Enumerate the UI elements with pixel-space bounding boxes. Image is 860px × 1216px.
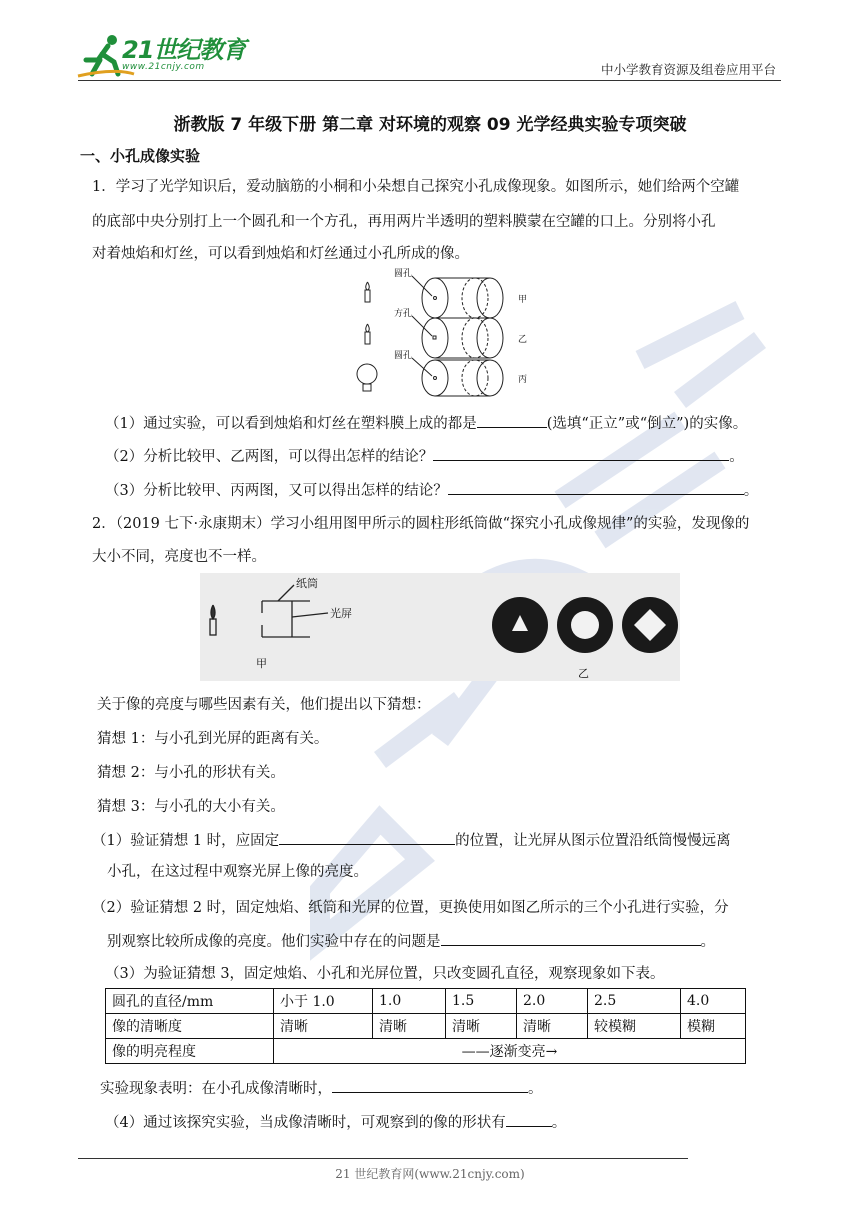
table-cell: 1.0 xyxy=(373,989,446,1014)
table-cell: 2.0 xyxy=(517,989,588,1014)
q1-line2: 的底部中央分别打上一个圆孔和一个方孔，再用两片半透明的塑料膜蒙在空罐的口上。分别将小孔 xyxy=(92,214,716,230)
q1-sub2-text: （2）分析比较甲、乙两图，可以得出怎样的结论？ xyxy=(105,449,434,465)
q1-sub3-period: 。 xyxy=(743,483,759,499)
fig1-label-jia: 甲 xyxy=(518,295,528,305)
table-cell: 清晰 xyxy=(373,1014,446,1039)
q2-guess-intro: 关于像的亮度与哪些因素有关，他们提出以下猜想： xyxy=(97,697,431,713)
q2-sub2-line1: （2）验证猜想 2 时，固定烛焰、纸筒和光屏的位置，更换使用如图乙所示的三个小孔进行实验，分 xyxy=(92,900,729,916)
table-cell: 1.5 xyxy=(446,989,517,1014)
q1-answer-blank-3[interactable] xyxy=(448,480,744,495)
q2-sub4 xyxy=(105,1111,566,1132)
fig1-label-yi: 乙 xyxy=(518,335,528,345)
table-row xyxy=(106,989,746,1014)
q2-sub4-period: 。 xyxy=(551,1115,567,1131)
table-cell: 4.0 xyxy=(681,989,746,1014)
table-cell: 清晰 xyxy=(446,1014,517,1039)
footer-divider xyxy=(78,1158,688,1159)
fig1-label-hole2: 方孔 xyxy=(394,309,413,319)
q2-line2: 大小不同，亮度也不一样。 xyxy=(92,549,266,565)
table-cell: 清晰 xyxy=(274,1014,373,1039)
fig2-label-tube: 纸筒 xyxy=(296,577,318,590)
q2-conclusion xyxy=(100,1077,543,1098)
q2-sub2-line2 xyxy=(107,930,715,951)
table-cell: 像的清晰度 xyxy=(106,1014,274,1039)
q2-conclusion-period: 。 xyxy=(528,1081,543,1097)
paper-tube-photo xyxy=(200,573,680,681)
q2-sub2-text: 别观察比较所成像的亮度。他们实验中存在的问题是 xyxy=(107,934,441,950)
q1-sub3 xyxy=(105,479,758,500)
table-cell: 较模糊 xyxy=(588,1014,681,1039)
q2-sub1 xyxy=(92,829,731,850)
q2-sub1-text-b: 的位置，让光屏从图示位置沿纸筒慢慢远离 xyxy=(455,833,731,849)
table-row xyxy=(106,1014,746,1039)
fig1-label-hole3: 圆孔 xyxy=(394,351,413,361)
table-cell: 2.5 xyxy=(588,989,681,1014)
fig1-label-bing: 丙 xyxy=(518,375,528,385)
table-cell: 小于 1.0 xyxy=(274,989,373,1014)
q1-answer-blank-1[interactable] xyxy=(477,413,547,428)
q2-sub1-line2: 小孔，在这过程中观察光屏上像的亮度。 xyxy=(107,864,368,880)
pinhole-cans-figure xyxy=(350,268,550,398)
q2-answer-blank-1[interactable] xyxy=(279,830,455,845)
section-heading: 一、小孔成像实验 xyxy=(80,147,201,165)
q2-guess-1: 猜想 1：与小孔到光屏的距离有关。 xyxy=(97,731,329,747)
q2-sub2-period: 。 xyxy=(700,934,715,950)
q1-sub1-text-b: (选填“正立”或“倒立”)的实像。 xyxy=(546,416,748,432)
logo-url: www.21cnjy.com xyxy=(122,62,205,72)
header-divider xyxy=(78,80,781,81)
q1-sub2 xyxy=(105,445,744,466)
q2-answer-blank-2[interactable] xyxy=(441,931,701,946)
q2-answer-blank-4[interactable] xyxy=(506,1112,552,1127)
q2-conclusion-text: 实验现象表明：在小孔成像清晰时， xyxy=(100,1081,332,1097)
q2-guess-3: 猜想 3：与小孔的大小有关。 xyxy=(97,799,285,815)
table-row xyxy=(106,1039,746,1064)
paper-tube-figure xyxy=(200,573,680,681)
fig1-label-hole1: 圆孔 xyxy=(394,269,413,279)
experiment-table xyxy=(105,988,746,1064)
q2-guess-2: 猜想 2：与小孔的形状有关。 xyxy=(97,765,285,781)
q1-sub2-period: 。 xyxy=(729,449,744,465)
table-cell: 像的明亮程度 xyxy=(106,1039,274,1064)
q1-sub3-text: （3）分析比较甲、丙两图，又可以得出怎样的结论？ xyxy=(105,483,448,499)
table-cell: 圆孔的直径/mm xyxy=(106,989,274,1014)
logo-text: 21世纪教育 xyxy=(122,36,246,64)
table-cell: 清晰 xyxy=(517,1014,588,1039)
q1-sub1-text-a: （1）通过实验，可以看到烛焰和灯丝在塑料膜上成的都是 xyxy=(105,416,477,432)
fig2-label-screen: 光屏 xyxy=(330,607,352,620)
footer-text: 21 世纪教育网(www.21cnjy.com) xyxy=(335,1167,525,1181)
document-title: 浙教版 7 年级下册 第二章 对环境的观察 09 光学经典实验专项突破 xyxy=(173,115,687,135)
table-cell: 模糊 xyxy=(681,1014,746,1039)
platform-name: 中小学教育资源及组卷应用平台 xyxy=(600,62,776,77)
q2-answer-blank-3[interactable] xyxy=(332,1078,528,1093)
fig2-label-yi: 乙 xyxy=(578,667,589,680)
q2-sub1-text-a: （1）验证猜想 1 时，应固定 xyxy=(92,833,280,849)
table-cell: ——逐渐变亮→ xyxy=(274,1039,746,1064)
fig2-label-jia: 甲 xyxy=(256,657,267,670)
q1-line1: 1．学习了光学知识后，爱动脑筋的小桐和小朵想自己探究小孔成像现象。如图所示，她们给两个空罐 xyxy=(92,179,740,195)
q2-line1: 2．（2019 七下·永康期末）学习小组用图甲所示的圆柱形纸筒做“探究小孔成像规律”的实验，发现像的 xyxy=(92,516,750,532)
q1-sub1 xyxy=(105,412,747,433)
q2-sub4-text: （4）通过该探究实验，当成像清晰时，可观察到的像的形状有 xyxy=(105,1115,506,1131)
q1-line3: 对着烛焰和灯丝，可以看到烛焰和灯丝通过小孔所成的像。 xyxy=(92,246,469,262)
q2-sub3: （3）为验证猜想 3，固定烛焰、小孔和光屏位置，只改变圆孔直径，观察现象如下表。 xyxy=(105,966,665,982)
q1-answer-blank-2[interactable] xyxy=(433,446,729,461)
